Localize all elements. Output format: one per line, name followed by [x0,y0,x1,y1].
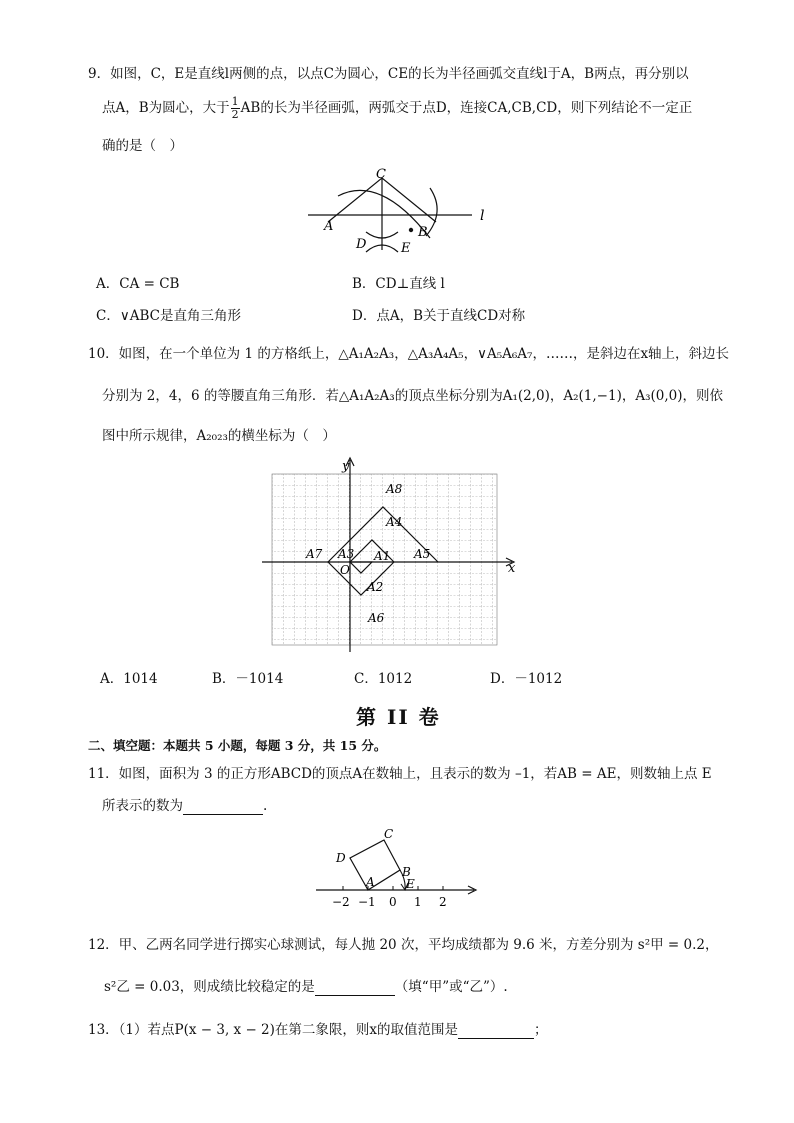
q10-line2: 分别为 2，4，6 的等腰直角三角形．若△A₁A₂A₃的顶点坐标分别为A₁(2,0)，A₂(1,−1)，A₃(0,0)，则依 [102,388,724,404]
fraction-half: $\frac{1}{2}$ [231,95,239,121]
label-d: D [356,237,367,252]
label-a8: A8 [386,482,403,496]
q9-line1: 9．如图，C，E是直线l两侧的点，以点C为圆心，CE的长为半径画弧交直线l于A，B两点，再分别以 [88,66,689,82]
q12-line2-a: s²乙 = 0.03，则成绩比较稳定的是 [104,979,315,995]
tick-label-neg2: −2 [332,895,350,909]
q10-figure [262,456,524,654]
tick-label-1: 1 [414,895,422,909]
label-b: B [418,225,428,240]
q9-figure [300,164,500,260]
q9-line2 [102,96,692,121]
q10-option-d[interactable]: D．－1012 [490,671,563,687]
label-a7: A7 [306,547,323,561]
tick-label-neg1: −1 [358,895,376,909]
label-y: y [342,459,350,474]
arc-center-b [426,188,437,236]
q9-line2-a: 点A，B为圆心，大于 [102,100,230,116]
point-e [409,228,413,232]
q13-line1-b: ； [534,1022,548,1038]
label-b: B [402,865,411,879]
label-a1: A1 [374,549,391,563]
label-a: A [366,875,375,889]
q10-option-b[interactable]: B．－1014 [212,671,284,687]
label-a: A [324,219,334,234]
label-a3: A3 [338,547,355,561]
label-l: l [480,208,485,224]
q12-answer-blank[interactable] [315,979,395,996]
label-a5: A5 [414,547,431,561]
label-a6: A6 [368,611,385,625]
q13-answer-blank[interactable] [458,1022,534,1039]
q11-line1: 11．如图，面积为 3 的正方形ABCD的顶点A在数轴上，且表示的数为 –1，若AB = AE，则数轴上点 E [88,766,712,782]
label-e: E [406,877,415,891]
label-c: C [376,167,386,182]
q10-option-c[interactable]: C．1012 [354,671,413,687]
label-c: C [384,827,394,841]
label-a2: A2 [367,580,384,594]
q10-option-a[interactable]: A．1014 [100,671,158,687]
label-d: D [336,851,346,865]
arc-center-c [338,190,430,238]
q9-line3: 确的是（ ） [102,138,183,154]
q9-line2-b: AB的长为半径画弧，两弧交于点D，连接CA,CB,CD，则下列结论不一定正 [240,100,693,116]
q11-figure [314,824,484,912]
q11-line2 [102,794,267,815]
q11-line2-text: 所表示的数为 [102,798,183,814]
tick-label-0: 0 [389,895,397,909]
q13-line1-a: 13．（1）若点P(x − 3, x − 2)在第二象限，则x的取值范围是 [88,1022,459,1038]
q10-line1: 10．如图，在一个单位为 1 的方格纸上，△A₁A₂A₃，△A₃A₄A₅，∨A₅A₆A₇，……，是斜边在x轴上，斜边长 [88,346,730,362]
q12-line1: 12．甲、乙两名同学进行掷实心球测试，每人抛 20 次，平均成绩都为 9.6 米，方差分别为 s²甲 = 0.2， [88,937,719,953]
label-origin: O [340,563,350,577]
section-heading: 二、填空题：本题共 5 小题，每题 3 分，共 15 分。 [88,738,387,753]
section-title: 第 II 卷 [356,705,441,729]
label-x: x [508,561,516,576]
q9-option-a[interactable]: A．CA = CB [96,276,180,292]
label-a4: A4 [386,515,403,529]
q9-option-d[interactable]: D．点A，B关于直线CD对称 [352,308,526,324]
q11-answer-blank[interactable] [183,798,263,815]
q9-option-b[interactable]: B．CD⊥直线 l [352,276,445,292]
q12-line2 [104,975,508,996]
label-e: E [401,241,411,256]
q9-option-c[interactable]: C．∨ABC是直角三角形 [96,308,241,324]
square-abcd [350,840,400,890]
tick-label-2: 2 [439,895,447,909]
q12-line2-b: （填“甲”或“乙”）. [394,979,508,995]
q10-line3: 图中所示规律，A₂₀₂₃的横坐标为（ ） [102,428,336,444]
q13-line1 [88,1018,548,1039]
q11-line2-end: . [263,798,268,814]
